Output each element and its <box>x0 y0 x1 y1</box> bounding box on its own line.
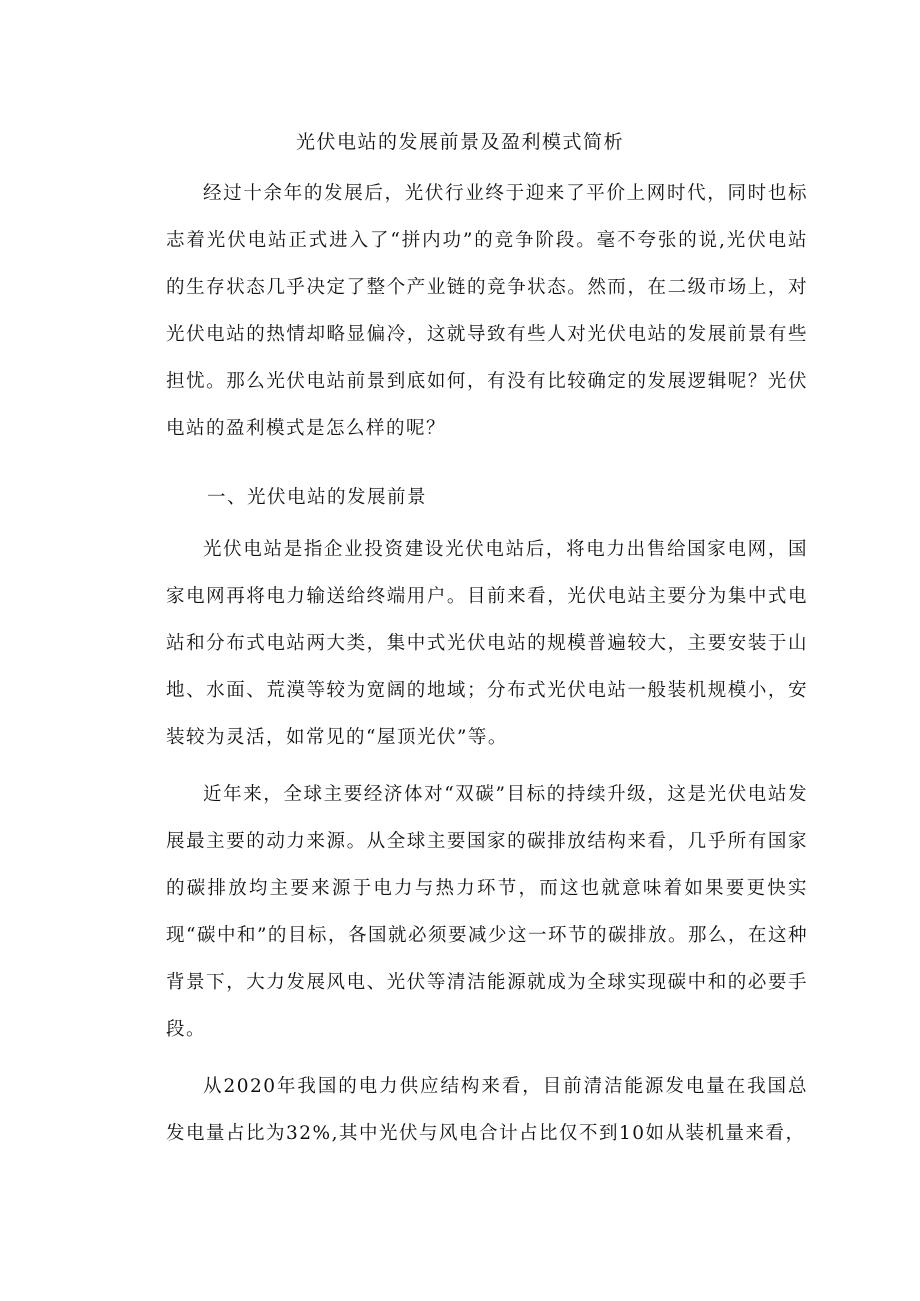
paragraph-drivers: 近年来，全球主要经济体对“双碳”目标的持续升级，这是光伏电站发展最主要的动力来源。从全球主要国家的碳排放结构来看，几乎所有国家的碳排放均主要来源于电力与热力环节，而这也就意味着如果要更快实现“碳中和”的目标，各国就必须要减少这一环节的碳排放。那么，在这种背景下，大力发展风电、光伏等清洁能源就成为全球实现碳中和的必要手段。 <box>166 784 808 1040</box>
paragraph-2020-structure: 从2020年我国的电力供应结构来看，目前清洁能源发电量在我国总发电量占比为32%,其中光伏与风电合计占比仅不到10如从装机量来看， <box>166 1076 808 1144</box>
paragraph-intro: 经过十余年的发展后，光伏行业终于迎来了平价上网时代，同时也标志着光伏电站正式进入了“拼内功”的竞争阶段。毫不夸张的说,光伏电站的生存状态几乎决定了整个产业链的竞争状态。然而，在二级市场上，对光伏电站的热情却略显偏冷，这就导致有些人对光伏电站的发展前景有些担忧。那么光伏电站前景到底如何，有没有比较确定的发展逻辑呢？光伏电站的盈利模式是怎么样的呢？ <box>166 183 808 439</box>
document-title: 光伏电站的发展前景及盈利模式简析 <box>295 131 624 153</box>
section-heading: 一、光伏电站的发展前景 <box>207 487 428 508</box>
paragraph-definition: 光伏电站是指企业投资建设光伏电站后，将电力出售给国家电网，国家电网再将电力输送给终端用户。目前来看，光伏电站主要分为集中式电站和分布式电站两大类，集中式光伏电站的规模普遍较大，主要安装于山地、水面、荒漠等较为宽阔的地域；分布式光伏电站一般装机规模小，安装较为灵活，如常见的“屋顶光伏”等。 <box>166 539 808 748</box>
